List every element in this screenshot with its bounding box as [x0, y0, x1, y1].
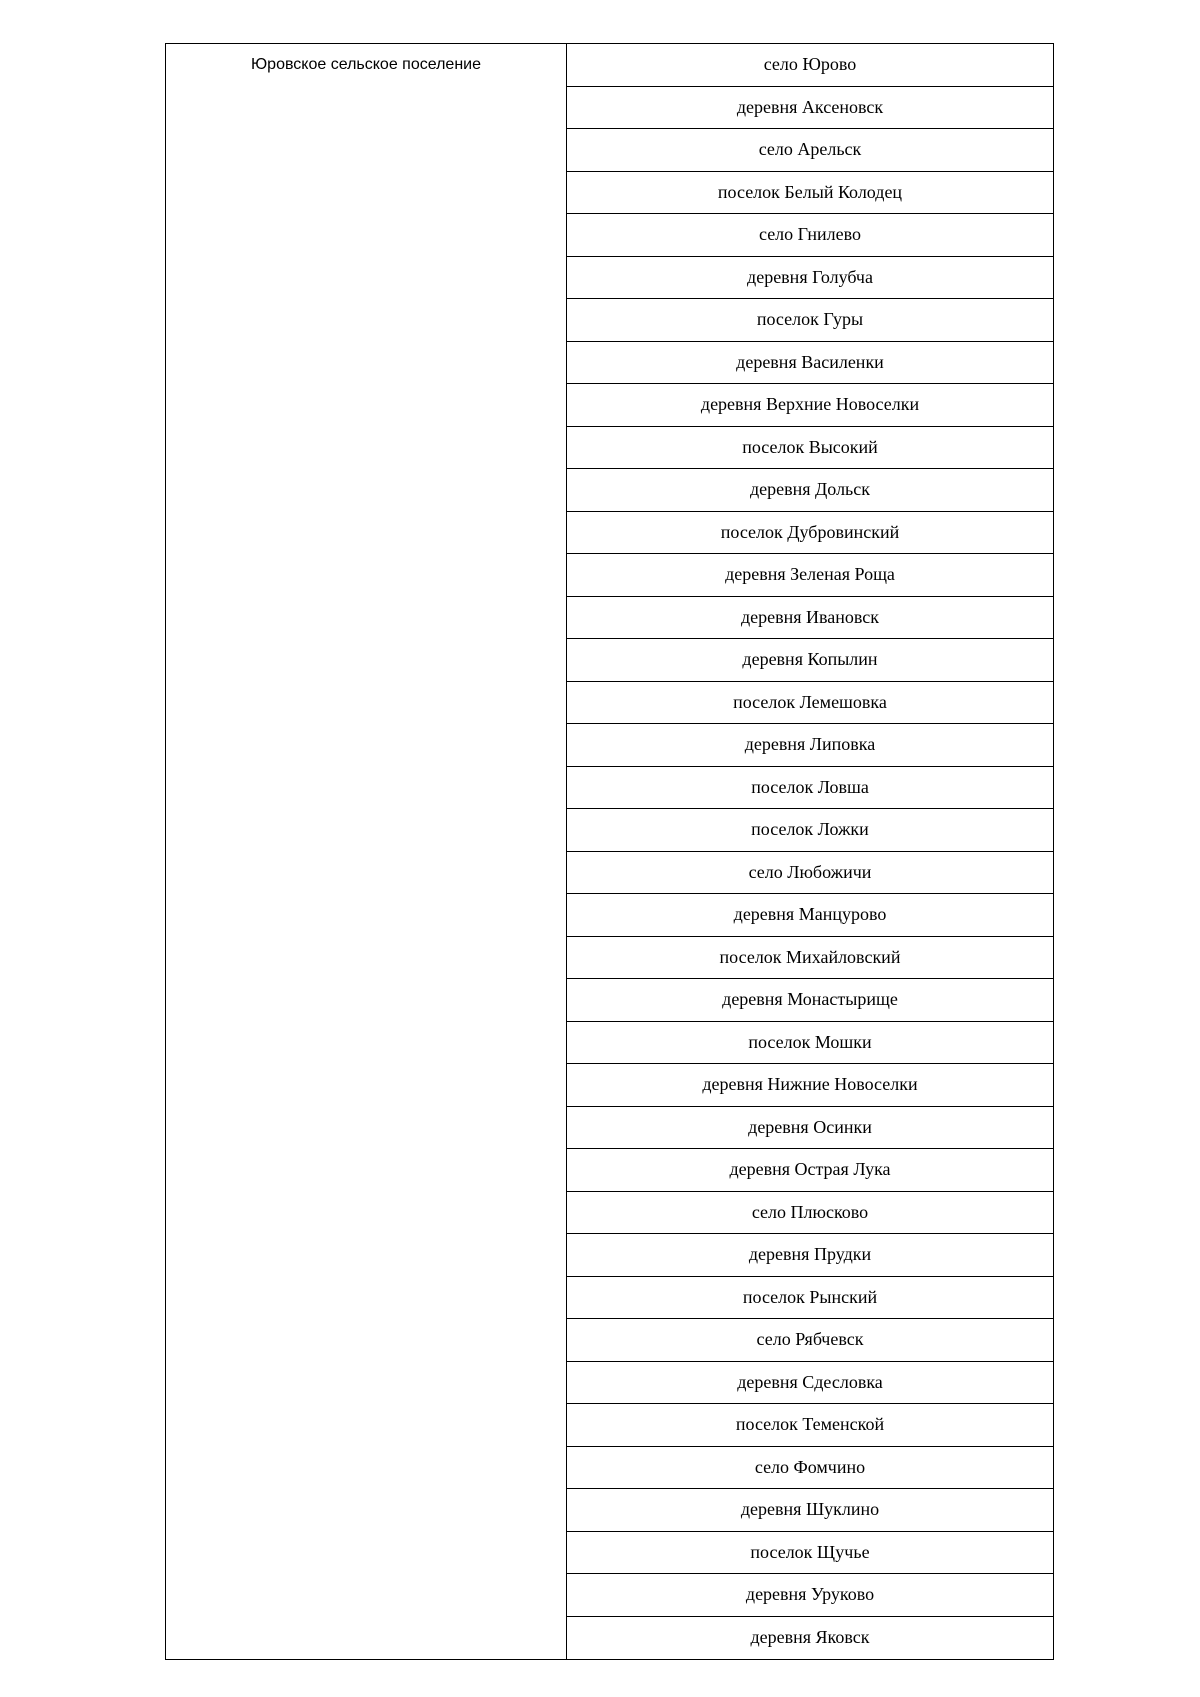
locality-cell: поселок Теменской [567, 1404, 1053, 1447]
locality-cell: деревня Острая Лука [567, 1149, 1053, 1192]
locality-cell: деревня Манцурово [567, 894, 1053, 937]
locality-cell: деревня Нижние Новоселки [567, 1064, 1053, 1107]
locality-cell: деревня Шуклино [567, 1489, 1053, 1532]
locality-cell: село Плюсково [567, 1192, 1053, 1235]
locality-cell: деревня Аксеновск [567, 87, 1053, 130]
locality-cell: поселок Ловша [567, 767, 1053, 810]
locality-cell: деревня Василенки [567, 342, 1053, 385]
locality-cell: деревня Уруково [567, 1574, 1053, 1617]
locality-cell: поселок Щучье [567, 1532, 1053, 1575]
locality-cell: поселок Ложки [567, 809, 1053, 852]
locality-cell: село Арельск [567, 129, 1053, 172]
locality-cell: деревня Голубча [567, 257, 1053, 300]
locality-cell: деревня Липовка [567, 724, 1053, 767]
locality-cell: деревня Копылин [567, 639, 1053, 682]
locality-cell: поселок Белый Колодец [567, 172, 1053, 215]
locality-cell: село Юрово [567, 44, 1053, 87]
locality-cell: деревня Ивановск [567, 597, 1053, 640]
locality-cell: деревня Верхние Новоселки [567, 384, 1053, 427]
locality-cell: деревня Осинки [567, 1107, 1053, 1150]
locality-cell: поселок Михайловский [567, 937, 1053, 980]
locality-cell: деревня Сдесловка [567, 1362, 1053, 1405]
locality-cell: село Фомчино [567, 1447, 1053, 1490]
locality-cell: село Любожичи [567, 852, 1053, 895]
locality-cell: поселок Гуры [567, 299, 1053, 342]
settlement-table [165, 43, 1054, 1660]
locality-cell: поселок Дубровинский [567, 512, 1053, 555]
locality-cell: село Рябчевск [567, 1319, 1053, 1362]
locality-cell: поселок Мошки [567, 1022, 1053, 1065]
locality-cell: поселок Рынский [567, 1277, 1053, 1320]
locality-cell: деревня Яковск [750, 1627, 870, 1648]
locality-cell: село Гнилево [567, 214, 1053, 257]
locality-cell: деревня Дольск [567, 469, 1053, 512]
locality-cell: деревня Прудки [567, 1234, 1053, 1277]
municipality-name-cell: Юровское сельское поселение [166, 44, 567, 1659]
locality-cell: поселок Лемешовка [567, 682, 1053, 725]
localities-column [567, 44, 1053, 1659]
locality-cell: деревня Зеленая Роща [567, 554, 1053, 597]
locality-cell: деревня Монастырище [567, 979, 1053, 1022]
locality-cell: поселок Высокий [567, 427, 1053, 470]
